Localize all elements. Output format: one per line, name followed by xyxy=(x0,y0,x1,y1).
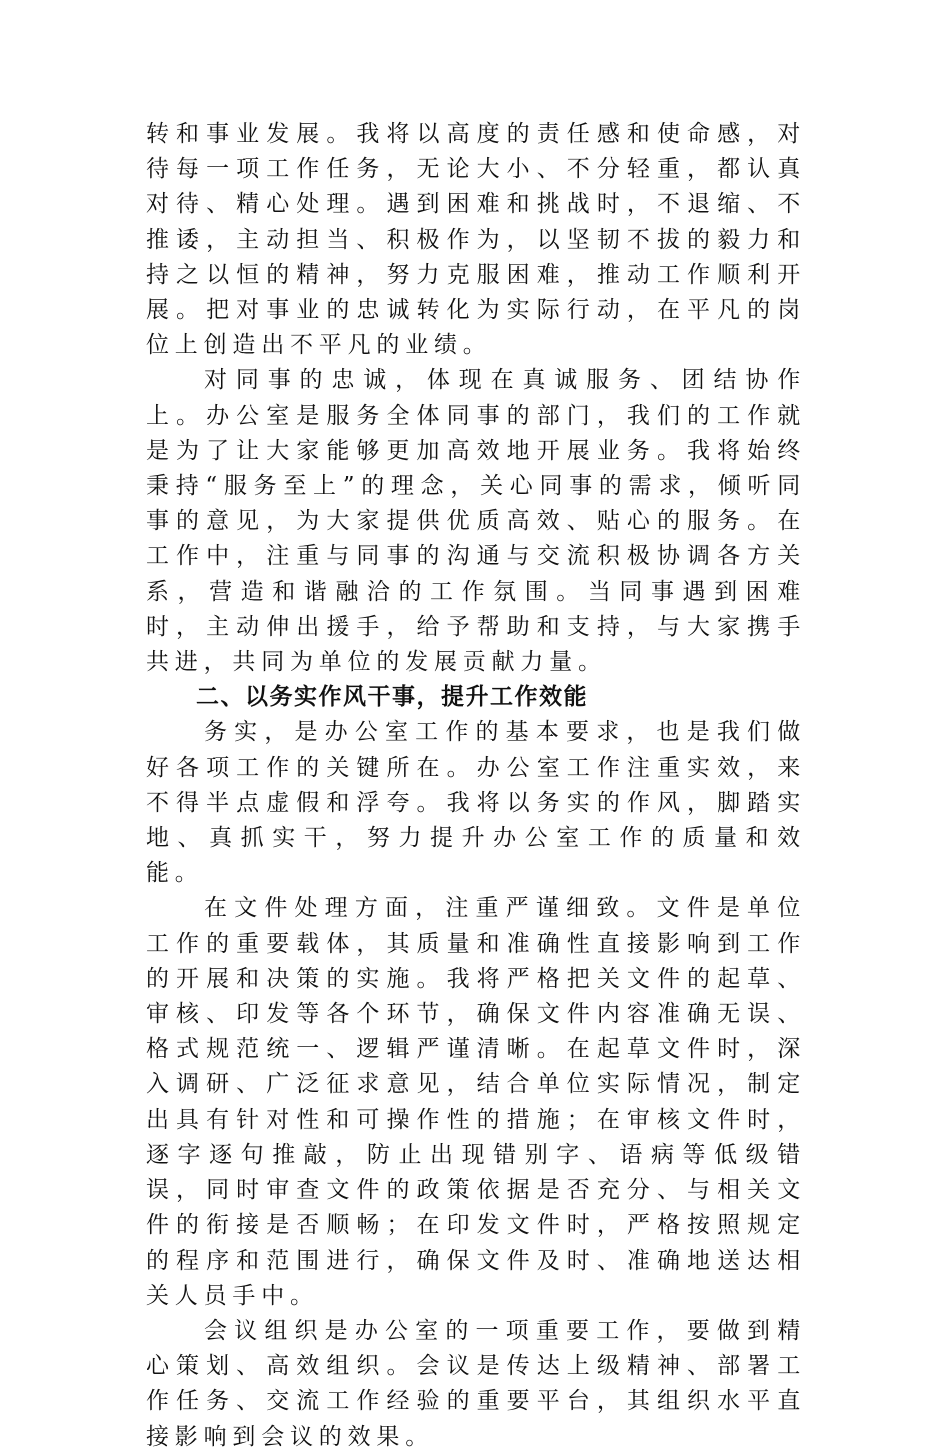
paragraph-pragmatism: 务实，是办公室工作的基本要求，也是我们做好各项工作的关键所在。办公室工作注重实效，来不得半点虚假和浮夸。我将以务实的作风，脚踏实地、真抓实干，努力提升办公室工作的质量和效能。 xyxy=(146,719,806,887)
paragraph-continuation: 转和事业发展。我将以高度的责任感和使命感，对待每一项工作任务，无论大小、不分轻重，都认真对待、精心处理。遇到困难和挑战时，不退缩、不推诿，主动担当、积极作为，以坚韧不拔的毅力和持之以恒的精神，努力克服困难，推动工作顺利开展。把对事业的忠诚转化为实际行动，在平凡的岗位上创造出不平凡的业绩。 xyxy=(146,121,806,359)
paragraph-colleague-loyalty: 对同事的忠诚，体现在真诚服务、团结协作上。办公室是服务全体同事的部门，我们的工作就是为了让大家能够更加高效地开展业务。我将始终秉持“服务至上”的理念，关心同事的需求，倾听同事的意见，为大家提供优质高效、贴心的服务。在工作中，注重与同事的沟通与交流积极协调各方关系，营造和谐融洽的工作氛围。当同事遇到困难时，主动伸出援手，给予帮助和支持，与大家携手共进，共同为单位的发展贡献力量。 xyxy=(146,367,806,676)
paragraph-meeting-organization: 会议组织是办公室的一项重要工作，要做到精心策划、高效组织。会议是传达上级精神、部署工作任务、交流工作经验的重要平台，其组织水平直接影响到会议的效果。 xyxy=(146,1317,806,1450)
document-page xyxy=(146,117,806,1455)
section-heading: 二、以务实作风干事，提升工作效能 xyxy=(196,684,588,711)
paragraph-document-handling: 在文件处理方面，注重严谨细致。文件是单位工作的重要载体，其质量和准确性直接影响到工作的开展和决策的实施。我将严格把关文件的起草、审核、印发等各个环节，确保文件内容准确无误、格式规范统一、逻辑严谨清晰。在起草文件时，深入调研、广泛征求意见，结合单位实际情况，制定出具有针对性和可操作性的措施；在审核文件时，逐字逐句推敲，防止出现错别字、语病等低级错误，同时审查文件的政策依据是否充分、与相关文件的衔接是否顺畅；在印发文件时，严格按照规定的程序和范围进行，确保文件及时、准确地送达相关人员手中。 xyxy=(146,895,806,1309)
